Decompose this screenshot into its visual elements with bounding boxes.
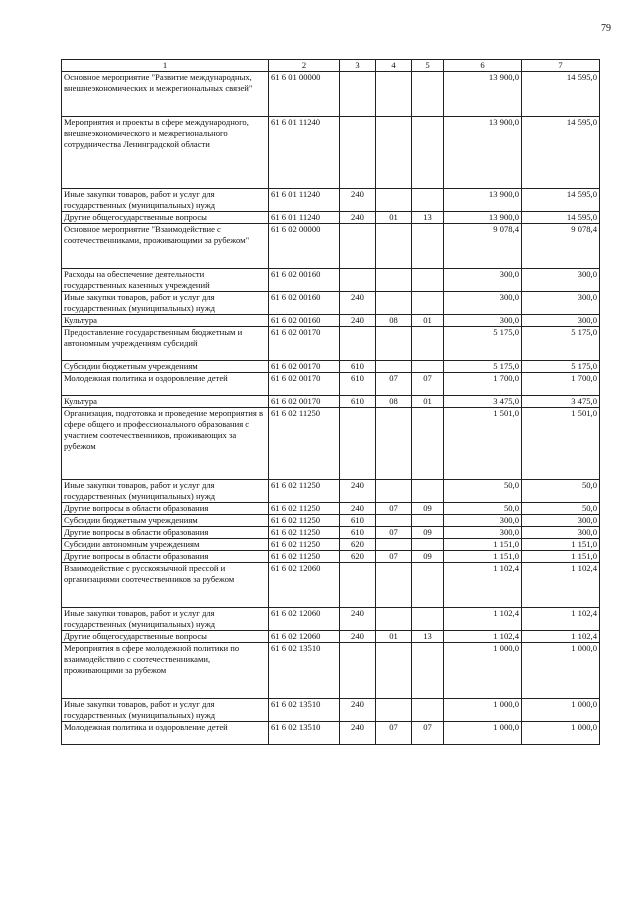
row-subsection: 07: [412, 722, 444, 745]
row-subsection: 13: [412, 631, 444, 643]
row-amount-col6: 1 000,0: [444, 643, 522, 699]
row-amount-col7: 1 000,0: [522, 643, 600, 699]
row-amount-col6: 9 078,4: [444, 224, 522, 269]
row-name: Мероприятия и проекты в сфере международного, внешнеэкономического и межрегионального сотрудничества Ленинградской области: [62, 117, 269, 189]
row-amount-col7: 300,0: [522, 292, 600, 315]
row-section: 07: [376, 503, 412, 515]
table-row: [62, 269, 600, 292]
row-name: Молодежная политика и оздоровление детей: [62, 373, 269, 396]
row-code: 61 6 02 00160: [269, 292, 340, 315]
row-amount-col7: 14 595,0: [522, 72, 600, 117]
row-subsection: 09: [412, 503, 444, 515]
budget-table: [61, 59, 600, 745]
row-section: [376, 643, 412, 699]
row-name: Другие вопросы в области образования: [62, 527, 269, 539]
row-expense-type: 610: [340, 373, 376, 396]
row-code: 61 6 02 11250: [269, 551, 340, 563]
row-name: Субсидии бюджетным учреждениям: [62, 361, 269, 373]
row-amount-col7: 300,0: [522, 527, 600, 539]
row-section: [376, 408, 412, 480]
row-amount-col6: 300,0: [444, 527, 522, 539]
table-row: [62, 608, 600, 631]
row-code: 61 6 01 11240: [269, 117, 340, 189]
row-amount-col7: 1 102,4: [522, 631, 600, 643]
row-section: 07: [376, 527, 412, 539]
row-amount-col6: 300,0: [444, 515, 522, 527]
row-code: 61 6 02 00000: [269, 224, 340, 269]
row-section: [376, 117, 412, 189]
table-row: [62, 373, 600, 396]
row-name: Расходы на обеспечение деятельности государственных казенных учреждений: [62, 269, 269, 292]
table-row: [62, 539, 600, 551]
row-subsection: [412, 117, 444, 189]
table-row: [62, 515, 600, 527]
row-code: 61 6 02 11250: [269, 527, 340, 539]
row-amount-col7: 300,0: [522, 515, 600, 527]
row-name: Другие общегосударственные вопросы: [62, 631, 269, 643]
table-row: [62, 643, 600, 699]
row-code: 61 6 02 11250: [269, 503, 340, 515]
row-code: 61 6 02 00160: [269, 269, 340, 292]
row-amount-col6: 1 102,4: [444, 608, 522, 631]
row-code: 61 6 02 11250: [269, 539, 340, 551]
row-expense-type: [340, 269, 376, 292]
row-amount-col6: 13 900,0: [444, 117, 522, 189]
table-row: [62, 224, 600, 269]
row-amount-col7: 1 102,4: [522, 563, 600, 608]
row-subsection: [412, 72, 444, 117]
table-row: [62, 292, 600, 315]
column-header: 7: [522, 60, 600, 72]
table-row: [62, 408, 600, 480]
row-amount-col6: 300,0: [444, 315, 522, 327]
row-name: Культура: [62, 396, 269, 408]
row-section: [376, 361, 412, 373]
row-expense-type: 240: [340, 212, 376, 224]
row-expense-type: 240: [340, 292, 376, 315]
table-row: [62, 527, 600, 539]
row-expense-type: [340, 224, 376, 269]
row-subsection: [412, 643, 444, 699]
table-row: [62, 189, 600, 212]
row-expense-type: 620: [340, 551, 376, 563]
row-subsection: [412, 408, 444, 480]
row-section: 01: [376, 631, 412, 643]
row-subsection: [412, 327, 444, 361]
row-section: [376, 189, 412, 212]
row-name: Субсидии бюджетным учреждениям: [62, 515, 269, 527]
row-amount-col6: 50,0: [444, 480, 522, 503]
row-subsection: 01: [412, 315, 444, 327]
row-expense-type: 610: [340, 515, 376, 527]
row-expense-type: 240: [340, 480, 376, 503]
row-amount-col7: 5 175,0: [522, 327, 600, 361]
table-row: [62, 563, 600, 608]
row-code: 61 6 02 00170: [269, 396, 340, 408]
row-name: Другие вопросы в области образования: [62, 503, 269, 515]
table-row: [62, 699, 600, 722]
row-amount-col6: 300,0: [444, 292, 522, 315]
row-expense-type: 240: [340, 189, 376, 212]
row-amount-col7: 3 475,0: [522, 396, 600, 408]
row-subsection: [412, 224, 444, 269]
row-section: 07: [376, 722, 412, 745]
header-row: [62, 60, 600, 72]
row-section: [376, 269, 412, 292]
row-code: 61 6 02 13510: [269, 699, 340, 722]
row-amount-col6: 1 000,0: [444, 722, 522, 745]
row-amount-col7: 1 700,0: [522, 373, 600, 396]
row-expense-type: [340, 72, 376, 117]
row-expense-type: [340, 327, 376, 361]
row-amount-col7: 1 151,0: [522, 539, 600, 551]
row-subsection: [412, 608, 444, 631]
row-code: 61 6 02 11250: [269, 480, 340, 503]
row-name: Культура: [62, 315, 269, 327]
row-amount-col7: 50,0: [522, 480, 600, 503]
table-row: [62, 503, 600, 515]
row-expense-type: 610: [340, 361, 376, 373]
row-amount-col7: 1 151,0: [522, 551, 600, 563]
row-section: 08: [376, 315, 412, 327]
row-amount-col7: 50,0: [522, 503, 600, 515]
row-amount-col7: 5 175,0: [522, 361, 600, 373]
row-section: [376, 515, 412, 527]
row-amount-col6: 1 102,4: [444, 563, 522, 608]
row-section: 07: [376, 551, 412, 563]
row-expense-type: [340, 408, 376, 480]
table-row: [62, 72, 600, 117]
row-section: [376, 327, 412, 361]
row-section: [376, 699, 412, 722]
row-code: 61 6 02 12060: [269, 631, 340, 643]
page-number: 79: [601, 23, 611, 34]
row-expense-type: 240: [340, 722, 376, 745]
row-amount-col6: 13 900,0: [444, 212, 522, 224]
table-row: [62, 315, 600, 327]
row-subsection: 01: [412, 396, 444, 408]
row-expense-type: 610: [340, 396, 376, 408]
row-name: Иные закупки товаров, работ и услуг для государственных (муниципальных) нужд: [62, 699, 269, 722]
row-section: [376, 539, 412, 551]
row-expense-type: 240: [340, 503, 376, 515]
row-code: 61 6 02 11250: [269, 408, 340, 480]
row-amount-col6: 1 000,0: [444, 699, 522, 722]
row-code: 61 6 02 13510: [269, 722, 340, 745]
row-section: 08: [376, 396, 412, 408]
row-amount-col6: 1 151,0: [444, 539, 522, 551]
row-subsection: [412, 269, 444, 292]
row-expense-type: [340, 563, 376, 608]
row-section: 07: [376, 373, 412, 396]
column-header: 1: [62, 60, 269, 72]
row-name: Другие общегосударственные вопросы: [62, 212, 269, 224]
row-amount-col7: 300,0: [522, 315, 600, 327]
row-code: 61 6 02 00160: [269, 315, 340, 327]
row-amount-col6: 1 151,0: [444, 551, 522, 563]
row-section: [376, 480, 412, 503]
row-name: Мероприятия в сфере молодежной политики по взаимодействию с соотечественниками, проживающими за рубежом: [62, 643, 269, 699]
row-name: Иные закупки товаров, работ и услуг для государственных (муниципальных) нужд: [62, 608, 269, 631]
row-amount-col6: 1 700,0: [444, 373, 522, 396]
table-row: [62, 396, 600, 408]
row-amount-col6: 13 900,0: [444, 189, 522, 212]
row-code: 61 6 02 12060: [269, 608, 340, 631]
row-subsection: [412, 189, 444, 212]
row-name: Взаимодействие с русскоязычной прессой и организациями соотечественников за рубежом: [62, 563, 269, 608]
row-amount-col7: 300,0: [522, 269, 600, 292]
row-subsection: 09: [412, 527, 444, 539]
row-name: Организация, подготовка и проведение мероприятия в сфере общего и профессионального образования с участием соотечественников, проживающих за рубежом: [62, 408, 269, 480]
row-expense-type: [340, 117, 376, 189]
row-subsection: [412, 292, 444, 315]
row-section: [376, 292, 412, 315]
row-name: Субсидии автономным учреждениям: [62, 539, 269, 551]
column-header: 6: [444, 60, 522, 72]
row-amount-col7: 14 595,0: [522, 189, 600, 212]
row-section: [376, 224, 412, 269]
row-amount-col6: 5 175,0: [444, 327, 522, 361]
row-expense-type: [340, 643, 376, 699]
row-subsection: [412, 361, 444, 373]
table-row: [62, 327, 600, 361]
row-subsection: [412, 515, 444, 527]
row-name: Иные закупки товаров, работ и услуг для государственных (муниципальных) нужд: [62, 189, 269, 212]
column-header: 3: [340, 60, 376, 72]
column-header: 5: [412, 60, 444, 72]
row-code: 61 6 02 00170: [269, 327, 340, 361]
row-section: [376, 72, 412, 117]
row-name: Основное мероприятие "Развитие международных, внешнеэкономических и межрегиональных связей": [62, 72, 269, 117]
column-header: 2: [269, 60, 340, 72]
row-name: Другие вопросы в области образования: [62, 551, 269, 563]
row-amount-col7: 1 000,0: [522, 699, 600, 722]
row-amount-col7: 14 595,0: [522, 212, 600, 224]
table-row: [62, 551, 600, 563]
row-expense-type: 610: [340, 527, 376, 539]
row-expense-type: 240: [340, 631, 376, 643]
row-amount-col6: 50,0: [444, 503, 522, 515]
row-subsection: [412, 539, 444, 551]
row-code: 61 6 02 00170: [269, 373, 340, 396]
row-amount-col6: 1 501,0: [444, 408, 522, 480]
row-expense-type: 240: [340, 315, 376, 327]
row-amount-col7: 14 595,0: [522, 117, 600, 189]
row-name: Иные закупки товаров, работ и услуг для государственных (муниципальных) нужд: [62, 292, 269, 315]
row-amount-col6: 300,0: [444, 269, 522, 292]
row-subsection: 13: [412, 212, 444, 224]
row-name: Иные закупки товаров, работ и услуг для государственных (муниципальных) нужд: [62, 480, 269, 503]
row-section: [376, 608, 412, 631]
row-expense-type: 620: [340, 539, 376, 551]
row-name: Предоставление государственным бюджетным и автономным учреждениям субсидий: [62, 327, 269, 361]
row-code: 61 6 02 12060: [269, 563, 340, 608]
row-amount-col6: 13 900,0: [444, 72, 522, 117]
table-row: [62, 117, 600, 189]
row-name: Молодежная политика и оздоровление детей: [62, 722, 269, 745]
row-expense-type: 240: [340, 608, 376, 631]
row-amount-col7: 1 000,0: [522, 722, 600, 745]
row-subsection: 07: [412, 373, 444, 396]
row-subsection: [412, 480, 444, 503]
row-code: 61 6 02 13510: [269, 643, 340, 699]
table-row: [62, 212, 600, 224]
row-amount-col6: 5 175,0: [444, 361, 522, 373]
table-row: [62, 361, 600, 373]
row-code: 61 6 01 11240: [269, 212, 340, 224]
table-row: [62, 631, 600, 643]
row-subsection: [412, 563, 444, 608]
row-subsection: [412, 699, 444, 722]
row-code: 61 6 01 11240: [269, 189, 340, 212]
row-subsection: 09: [412, 551, 444, 563]
row-section: [376, 563, 412, 608]
table-row: [62, 722, 600, 745]
row-amount-col7: 1 501,0: [522, 408, 600, 480]
row-code: 61 6 02 11250: [269, 515, 340, 527]
row-name: Основное мероприятие "Взаимодействие с соотечественниками, проживающими за рубежом": [62, 224, 269, 269]
row-amount-col7: 1 102,4: [522, 608, 600, 631]
column-header: 4: [376, 60, 412, 72]
table-row: [62, 480, 600, 503]
row-section: 01: [376, 212, 412, 224]
row-amount-col6: 3 475,0: [444, 396, 522, 408]
row-amount-col6: 1 102,4: [444, 631, 522, 643]
row-amount-col7: 9 078,4: [522, 224, 600, 269]
row-code: 61 6 02 00170: [269, 361, 340, 373]
table-body: [62, 72, 600, 745]
row-expense-type: 240: [340, 699, 376, 722]
row-code: 61 6 01 00000: [269, 72, 340, 117]
